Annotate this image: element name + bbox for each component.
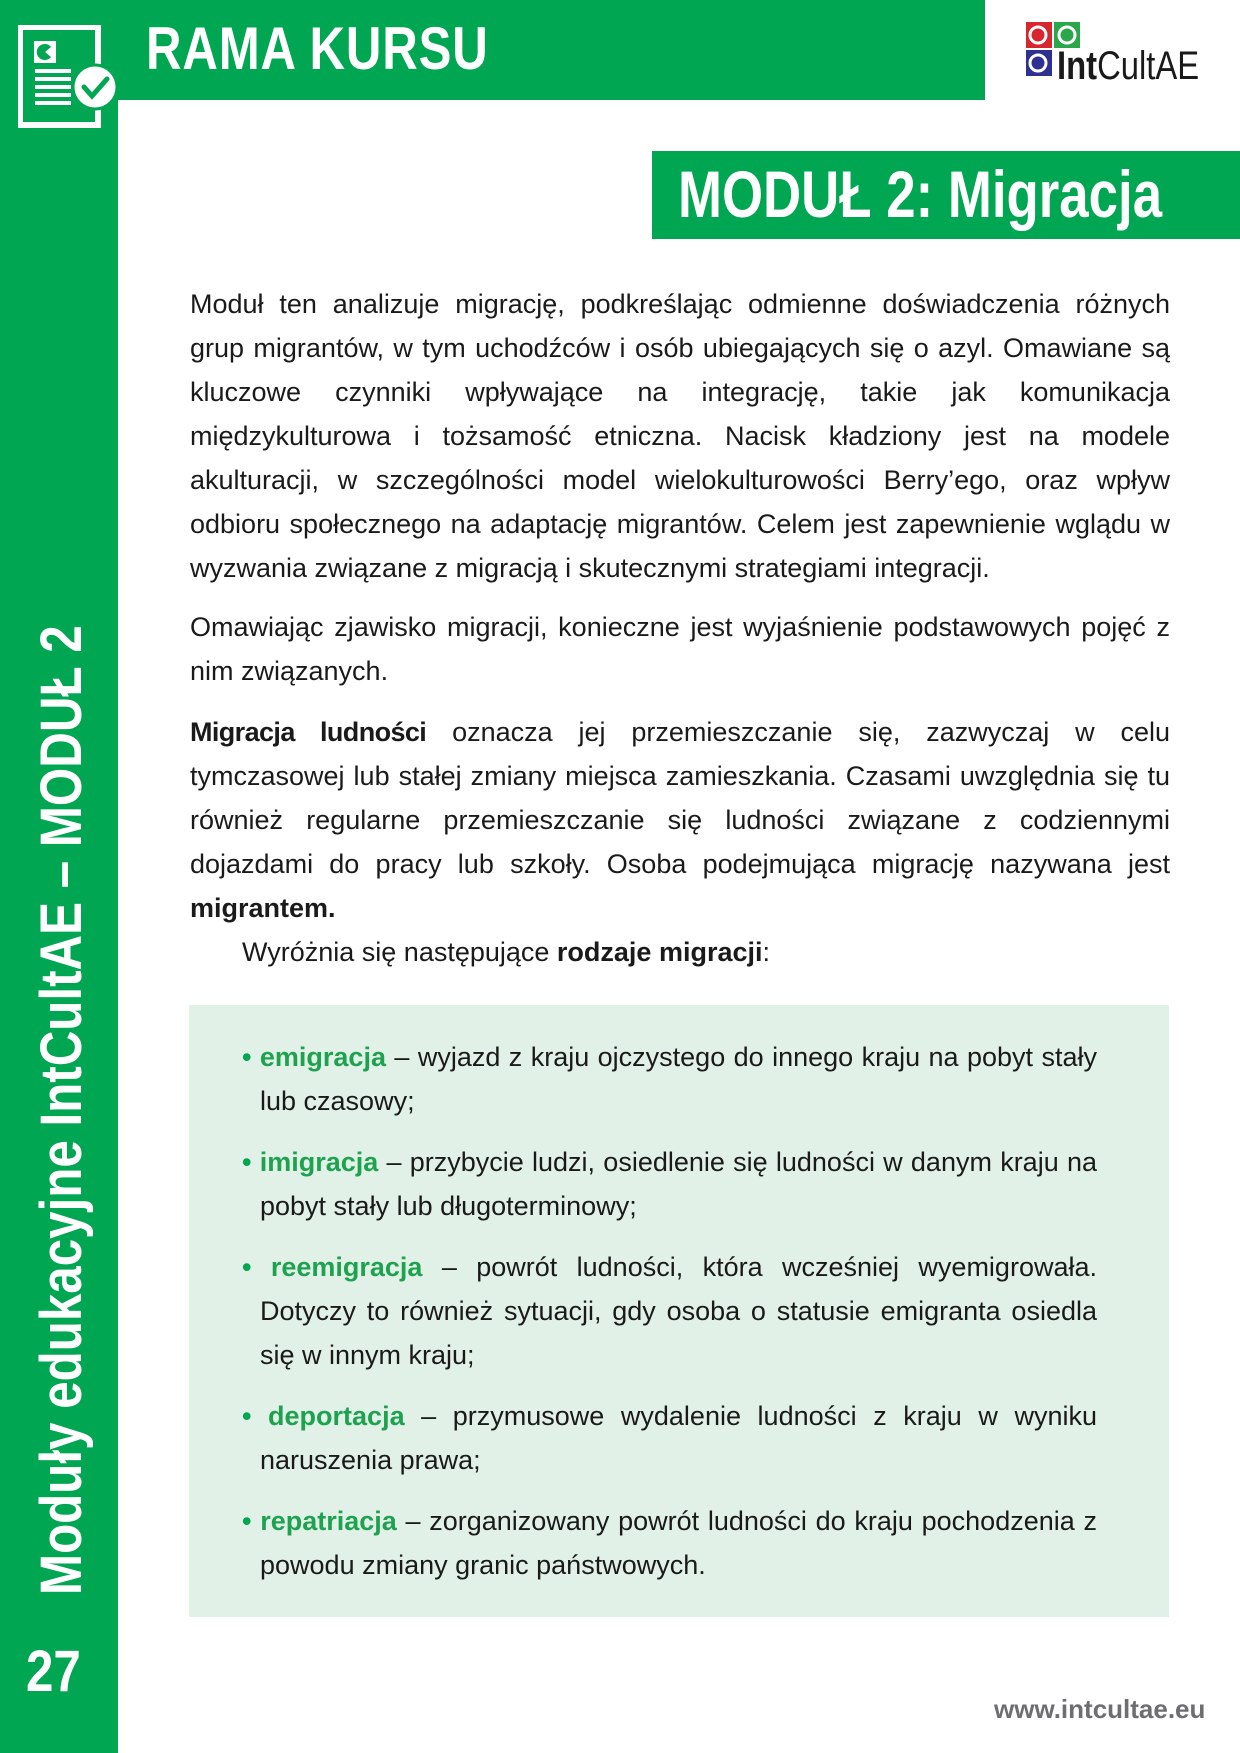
- bullet-icon: •: [242, 1147, 252, 1177]
- bullet-icon: •: [242, 1506, 252, 1536]
- list-item: • reemigracja – powrót ludności, która wcześniej wyemigrowała. Dotyczy to również sytuacji, gdy osoba o statusie emigranta osiedla się w innym kraju;: [242, 1252, 1097, 1370]
- module-title: MODUŁ 2: Migracja: [678, 157, 1163, 231]
- bullet-icon: •: [242, 1252, 252, 1282]
- term-migracja-ludnosci: Migracja ludności: [190, 717, 427, 747]
- list-item: • emigracja – wyjazd z kraju ojczystego do innego kraju na pobyt stały lub czasowy;: [242, 1042, 1097, 1116]
- migration-types-list: [242, 1035, 1097, 1604]
- bullet-icon: •: [242, 1401, 252, 1431]
- list-item: • deportacja – przymusowe wydalenie ludności z kraju w wyniku naruszenia prawa;: [242, 1401, 1097, 1475]
- bullet-icon: •: [242, 1042, 252, 1072]
- term-migrant: migrantem.: [190, 893, 336, 923]
- footer-website-link[interactable]: www.intcultae.eu: [994, 1694, 1206, 1724]
- document-check-icon: [18, 25, 118, 130]
- list-intro: Wyróżnia się następujące rodzaje migracji:: [242, 937, 771, 967]
- intro-paragraph: Moduł ten analizuje migrację, podkreślając odmienne doświadczenia różnych grup migrantów, w tym uchodźców i osób ubiegających się o azyl. Omawiane są kluczowe czynniki wpływające na integrację, takie jak komunikacja międzykulturowa i tożsamość etniczna. Nacisk kładziony jest na modele akulturacji, w szczególności model wielokulturowości Berry’ego, oraz wpływ odbioru społecznego na adaptację migrantów. Celem jest zapewnienie wglądu w wyzwania związane z migracją i skutecznymi strategiami integracji.: [190, 289, 1170, 583]
- list-item: • repatriacja – zorganizowany powrót ludności do kraju pochodzenia z powodu zmiany granic państwowych.: [242, 1506, 1097, 1580]
- sidebar-vertical-title: Moduły edukacyjne IntCultAE – MODUŁ 2: [29, 625, 94, 1595]
- page-number: 27: [26, 1639, 81, 1704]
- list-item: • imigracja – przybycie ludzi, osiedlenie się ludności w danym kraju na pobyt stały lub długoterminowy;: [242, 1147, 1097, 1221]
- section-title: RAMA KURSU: [146, 15, 489, 82]
- definition-paragraph: Migracja ludności oznacza jej przemieszczanie się, zazwyczaj w celu tymczasowej lub stałej zmiany miejsca zamieszkania. Czasami uwzględnia się tu również regularne przemieszczanie się ludności związane z codziennymi dojazdami do pracy lub szkoły. Osoba podejmująca migrację nazywana jest migrantem.: [190, 717, 1170, 923]
- concepts-paragraph: Omawiając zjawisko migracji, konieczne jest wyjaśnienie podstawowych pojęć z nim związanych.: [190, 612, 1170, 686]
- logo-wordmark: IntCultAE: [1057, 44, 1200, 88]
